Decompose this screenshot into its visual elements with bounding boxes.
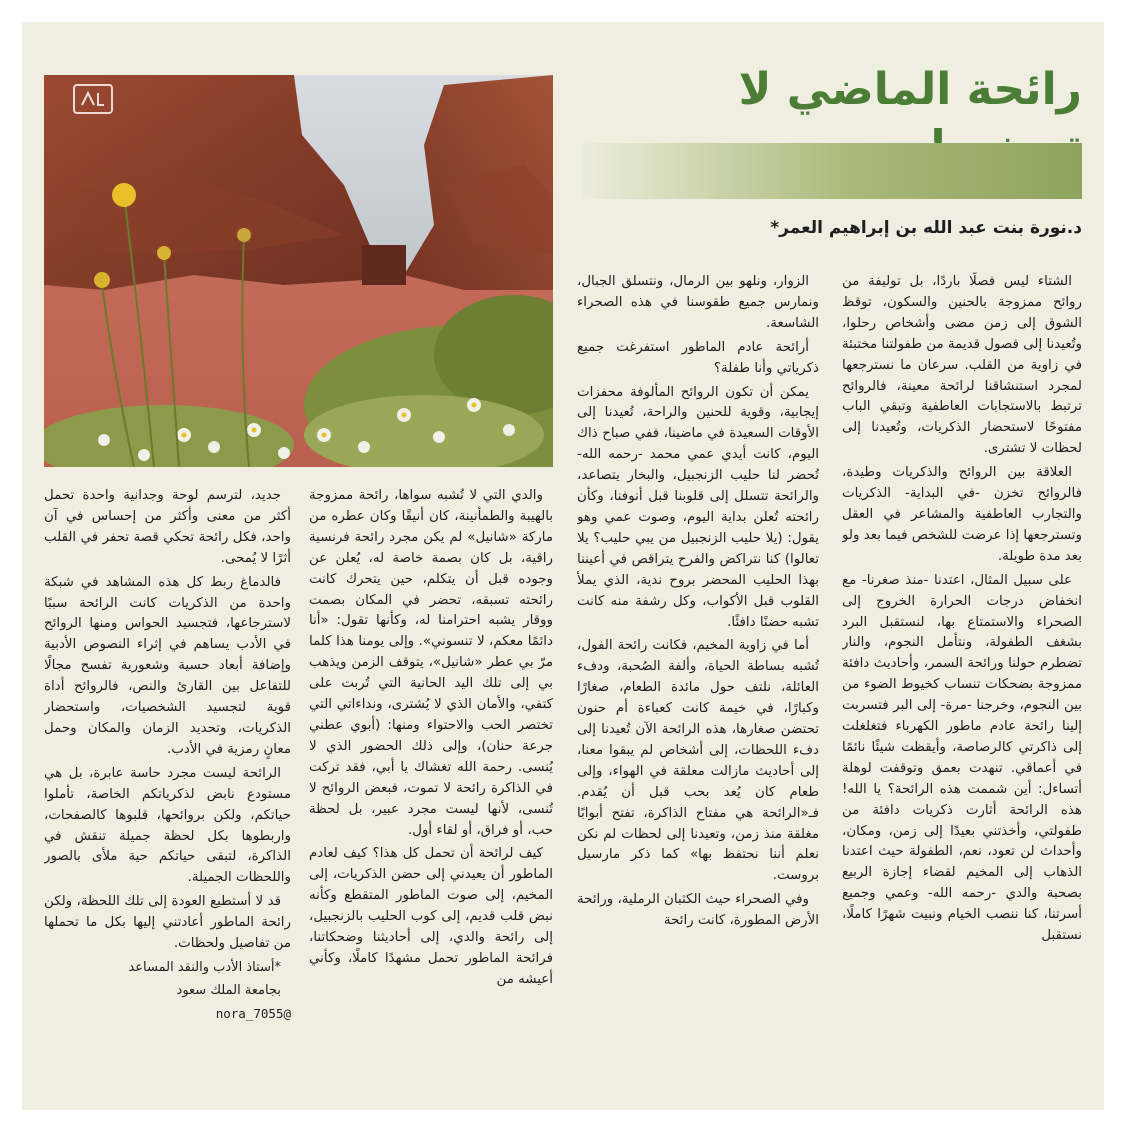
paragraph: فالدماغ ربط كل هذه المشاهد في شبكة واحدة من الذكريات كانت الرائحة سببًا لاسترجاعها، فتجسيد الحواس ومنها الروائح في الأدب يساهم في إثراء النصوص الأدبية وإضافة أبعاد حسية وشعورية تفسح مجالًا للتفاعل بين القارئ والنص، فالروائح أداة قوية لتجسيد الشخصيات، واستحضار الذكريات، وتحديد الزمان والمكان وحمل معانٍ رمزية في الأدب. (44, 574, 291, 757)
article-title: رائحة الماضي لا (738, 64, 1082, 115)
article-column-2 (577, 272, 819, 1102)
author-affiliation-university: بجامعة الملك سعود (176, 982, 281, 998)
paragraph: أرائحة عادم الماطور استفرغت جميع ذكرياتي وأنا طفلة؟ (577, 339, 819, 376)
paragraph: كيف لرائحة أن تحمل كل هذا؟ كيف لعادم الماطور أن يعيدني إلى حضن الذكريات، إلى المخيم، إلى صوت الماطور المتقطع وكأنه نبض قلب قديم، إلى كوب الحليب بالزنجبيل، إلى رائحة والدي، إلى أحاديثنا وضحكاتنا، فرائحة الماطور تحمل مشهدًا كاملًا، وكأني أعيشه من (309, 846, 553, 987)
title-accent-bar (582, 143, 1082, 199)
paragraph: الزوار، ونلهو بين الرمال، ونتسلق الجبال، ونمارس جميع طقوسنا في هذه الصحراء الشاسعة. (577, 274, 819, 331)
paragraph: الرائحة ليست مجرد حاسة عابرة، بل هي مستودع نابض لذكرياتكم الخاصة، تأملوا حياتكم، ولكن بروائحها، قلبوها كالصفحات، واربطوها بكل لحظة جميلة تنقش في الذاكرة، لتبقى حياتكم حية ملأى بالصور واللحظات الجميلة. (44, 765, 291, 886)
author-affiliation-title: *أستاذ الأدب والنقد المساعد (128, 959, 281, 975)
agency-logo-watermark (72, 83, 114, 117)
paragraph: العلاقة بين الروائح والذكريات وطيدة، فالروائح تخزن -في البداية- الذكريات والتجارب العاطفية والمشاعر في العقل وتسترجعها إذا عرضت للشخص فيما بعد ولو بعد مدة طويلة. (842, 465, 1082, 564)
desert-canyon-photo (44, 75, 553, 467)
article-column-1 (842, 272, 1082, 1102)
paragraph: يمكن أن تكون الروائح المألوفة محفزات إيجابية، وقوية للحنين والراحة، تُعيدنا إلى الأوقات السعيدة في ماضينا، ففي صباح ذاك اليوم، كانت أيدي عمي محمد -رحمه الله- تُحضر لنا حليب الزنجبيل، والبخار يتصاعد، والرائحة تتسلل إلى قلوبنا قبل أنوفنا، وكأن رائحته تُعلن بداية اليوم، وصوت عمي وهو يقول: (يلا حليب الزنجبيل من يبي حليب؟ يلا تعالوا) كنا نتراكض والفرح يتراقص في أعيننا بهذا الحليب المحضر بروح ندية، الذي يملأ القلوب قبل الأكواب، وكل رشفة منه كانت تشبه حضنًا دافئًا. (577, 384, 819, 630)
paragraph: والدي التي لا تُشبه سواها، رائحة ممزوجة بالهيبة والطمأنينة، كان أنيقًا وكان عطره من ماركة «شانيل» لم يكن مجرد رائحة فرنسية راقية، بل كان بصمة خاصة له، يُعلن عن وجوده قبل أن يتكلم، حين يتحرك كانت رائحته تسبقه، تحضر في المكان بصمت ووقار يشبه احترامنا له، وكأنها تقول: «أنا دائمًا معكم، لا تنسوني». وإلى يومنا هذا كلما مرّ بي عطر «شانيل»، يتوقف الزمن ويذهب بي إلى تلك اليد الحانية التي تُربت على كتفي، والأمان الذي لا يُشترى، ونداءاتي التي تختصر الحب والاحتواء ومنها: (أبوي عطني جرعة حنان)، وإلى ذلك الحضور الذي لا يُنسى. رحمة الله تغشاك يا أبي، فقد تركت في الذاكرة رائحة لا تموت، فبعض الروائح لا تُنسى، لأنها ليست مجرد عبير، بل لحظة حب، أو فراق، أو لقاء أول. (309, 488, 553, 838)
paragraph: الشتاء ليس فصلًا باردًا، بل توليفة من روائح ممزوجة بالحنين والسكون، توقظ الشوق إلى زمن مضى وأشخاص رحلوا، وتُعيدنا إلى فصول قديمة من طفولتنا مختبئة في زاوية من القلب. سرعان ما نسترجعها لمجرد استنشاقنا لرائحة معينة، فالروائح ترتبط بالاستجابات العاطفية وتبقي الباب مفتوحًا لاستحضار الذكريات، وتُعيدنا إلى لحظات لا تشترى. (842, 274, 1082, 457)
paragraph: أما في زاوية المخيم، فكانت رائحة الفول، تُشبه بساطة الحياة، وألفة الصُحبة، ودفء العائلة، نلتف حول مائدة الطعام، صغارًا وكبارًا، في خيمة كانت كعباءة أم حنون تحتضن صغارها، هذه الرائحة الآن تُعيدنا إلى دفء اللحظات، إلى أشخاص لم يبقوا معنا، إلى أحاديث مازالت معلقة في الهواء، وإلى طعام كان يُعد بحب قبل أن يُقدم. فـ«الرائحة هي مفتاح الذاكرة، تفتح أبوابًا مغلقة منذ زمن، وتعيدنا إلى لحظات لم نكن نعلم أننا نحتفظ بها» كما ذكر مارسيل بروست. (577, 638, 819, 884)
paragraph: وفي الصحراء حيث الكثبان الرملية، ورائحة الأرض المطورة، كانت رائحة (577, 892, 819, 929)
paragraph: قد لا أستطيع العودة إلى تلك اللحظة، ولكن رائحة الماطور أعادتني إليها بكل ما تحملها من تفاصيل ولحظات. (44, 894, 291, 952)
author-byline: د.نورة بنت عبد الله بن إبراهيم العمر* (770, 218, 1082, 238)
article-column-3 (309, 486, 553, 1102)
author-social-handle: nora_7055@ (215, 1005, 291, 1021)
article-photo (44, 75, 553, 467)
article-column-4 (44, 486, 291, 1102)
paragraph: جديد، لترسم لوحة وجدانية واحدة تحمل أكثر من معنى وأكثر من إحساس في آن واحد، فكل رائحة تحكي قصة تحفر في القلب أثرًا لا يُمحى. (44, 488, 291, 566)
newspaper-page (22, 22, 1104, 1110)
paragraph: على سبيل المثال، اعتدنا -منذ صغرنا- مع انخفاض درجات الحرارة الخروج إلى الصحراء والاستمتاع بها، لنستقبل البرد بشغف الطفولة، ونتأمل النجوم، والنار تضطرم حولنا ورائحة السمر، وأحاديث دافئة ممزوجة بضحكات تنساب كخيوط الضوء من بين النجوم، وخرجنا -مرة- إلى البر فتسربت إلينا رائحة عادم ماطور الكهرباء فتغلغلت إلى ذاكرتي كالرصاصة، وأيقظت شيئًا نائمًا في أعماقي. تنهدت بعمق وتوقفت لوهلة أتساءل: أين شممت هذه الرائحة؟ يا الله! هذه الرائحة أثارت ذكريات دافئة من طفولتي، وأخذتني بعيدًا إلى زمن، ومكان، وأحداث لن تعود، نعم، الطفولة حيث اعتدنا الذهاب إلى المخيم لقضاء إجازة الربيع بصحبة والدي -رحمه الله- وعمي وجميع أسرتنا، كنا ننصب الخيام ونبيت شهرًا كاملًا، نستقبل (842, 572, 1082, 944)
